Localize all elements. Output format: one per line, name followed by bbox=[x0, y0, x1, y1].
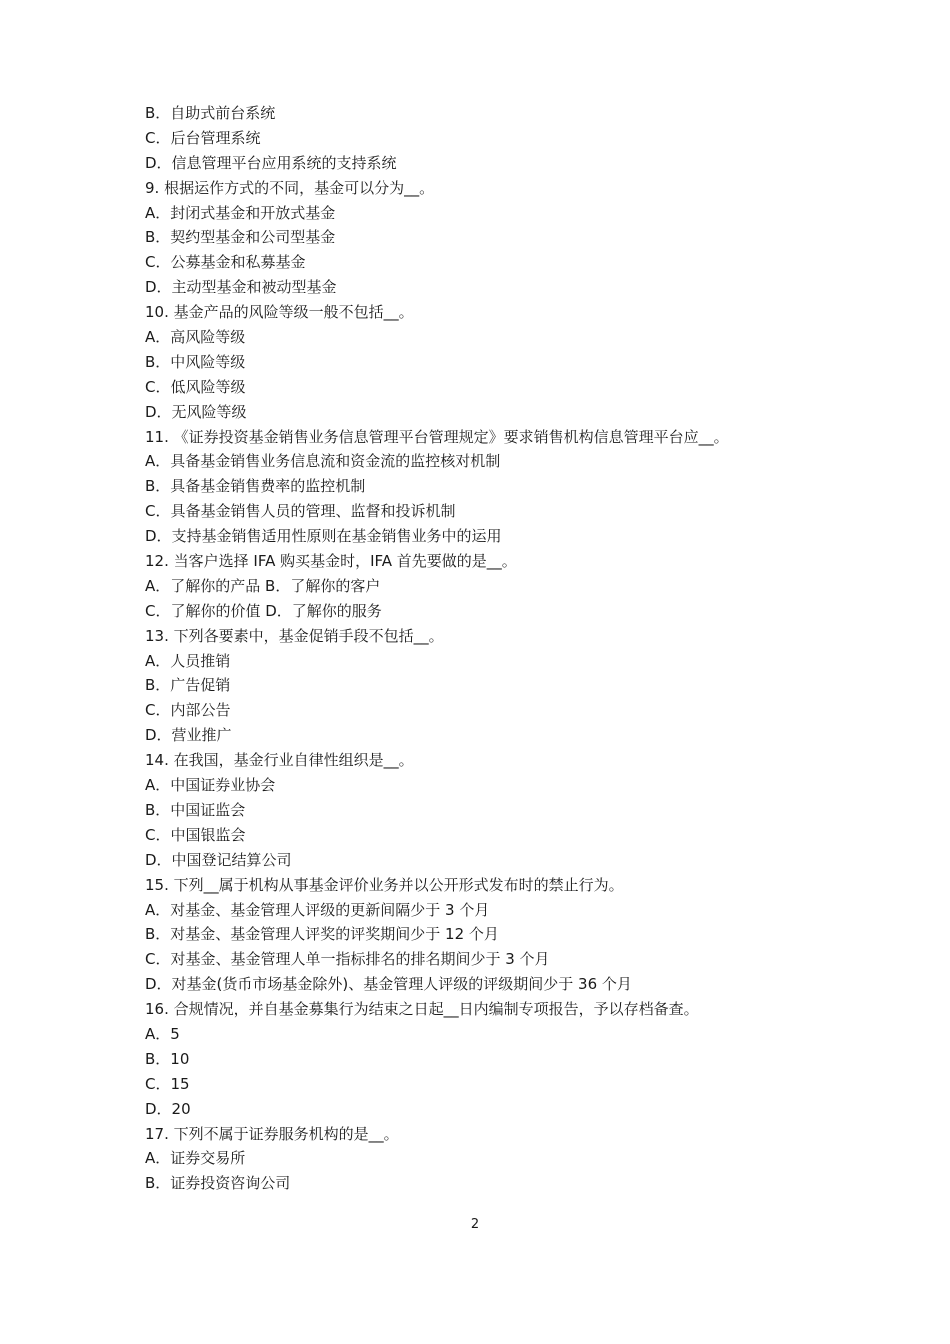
text-line: A．封闭式基金和开放式基金 bbox=[145, 203, 336, 222]
text-line: C．15 bbox=[145, 1074, 190, 1093]
text-line: B．证券投资咨询公司 bbox=[145, 1174, 291, 1193]
text-line: B．中风险等级 bbox=[145, 352, 246, 371]
text-line: 13. 下列各要素中，基金促销手段不包括__。 bbox=[145, 626, 444, 645]
text-line: 17. 下列不属于证券服务机构的是__。 bbox=[145, 1124, 399, 1143]
text-line: 12. 当客户选择 IFA 购买基金时，IFA 首先要做的是__。 bbox=[145, 552, 517, 571]
text-line: 15. 下列__属于机构从事基金评价业务并以公开形式发布时的禁止行为。 bbox=[145, 875, 624, 894]
text-line: C．公募基金和私募基金 bbox=[145, 253, 306, 272]
text-line: B．中国证监会 bbox=[145, 800, 246, 819]
text-line: A．5 bbox=[145, 1024, 180, 1043]
text-line: D．无风险等级 bbox=[145, 402, 247, 421]
text-line: 10. 基金产品的风险等级一般不包括__。 bbox=[145, 303, 414, 322]
text-line: B．10 bbox=[145, 1049, 190, 1068]
text-line: A．中国证券业协会 bbox=[145, 776, 276, 795]
text-line: B．对基金、基金管理人评奖的评奖期间少于 12 个月 bbox=[145, 925, 499, 944]
text-line: 16. 合规情况，并自基金募集行为结束之日起__日内编制专项报告，予以存档备查。 bbox=[145, 1000, 699, 1019]
text-line: C．了解你的价值 D．了解你的服务 bbox=[145, 601, 382, 620]
text-line: B．广告促销 bbox=[145, 676, 231, 695]
text-line: C．低风险等级 bbox=[145, 377, 246, 396]
text-line: D．对基金(货币市场基金除外)、基金管理人评级的评级期间少于 36 个月 bbox=[145, 975, 632, 994]
text-line: A．人员推销 bbox=[145, 651, 231, 670]
text-line: A．了解你的产品 B．了解你的客户 bbox=[145, 576, 381, 595]
text-line: D．中国登记结算公司 bbox=[145, 850, 292, 869]
text-line: D．信息管理平台应用系统的支持系统 bbox=[145, 153, 397, 172]
text-line: C．后台管理系统 bbox=[145, 128, 261, 147]
text-line: D．主动型基金和被动型基金 bbox=[145, 278, 337, 297]
text-line: A．具备基金销售业务信息流和资金流的监控核对机制 bbox=[145, 452, 501, 471]
text-line: C．内部公告 bbox=[145, 701, 231, 720]
text-line: A．高风险等级 bbox=[145, 328, 246, 347]
text-line: C．中国银监会 bbox=[145, 825, 246, 844]
page-number: 2 bbox=[470, 1217, 480, 1232]
text-line: D．20 bbox=[145, 1099, 191, 1118]
text-line: C．具备基金销售人员的管理、监督和投诉机制 bbox=[145, 502, 456, 521]
text-line: D．营业推广 bbox=[145, 726, 232, 745]
text-line: B．自助式前台系统 bbox=[145, 104, 276, 122]
text-line: B．契约型基金和公司型基金 bbox=[145, 228, 336, 247]
text-line: 9. 根据运作方式的不同，基金可以分为__。 bbox=[145, 178, 435, 197]
text-line: 14. 在我国，基金行业自律性组织是__。 bbox=[145, 751, 414, 770]
text-line: 11. 《证券投资基金销售业务信息管理平台管理规定》要求销售机构信息管理平台应__。 bbox=[145, 427, 729, 446]
text-line: A．证券交易所 bbox=[145, 1149, 246, 1168]
page-content bbox=[145, 101, 905, 1196]
text-line: A．对基金、基金管理人评级的更新间隔少于 3 个月 bbox=[145, 900, 490, 919]
text-line: C．对基金、基金管理人单一指标排名的排名期间少于 3 个月 bbox=[145, 950, 550, 969]
text-line: D．支持基金销售适用性原则在基金销售业务中的运用 bbox=[145, 527, 502, 546]
text-line: B．具备基金销售费率的监控机制 bbox=[145, 477, 366, 496]
